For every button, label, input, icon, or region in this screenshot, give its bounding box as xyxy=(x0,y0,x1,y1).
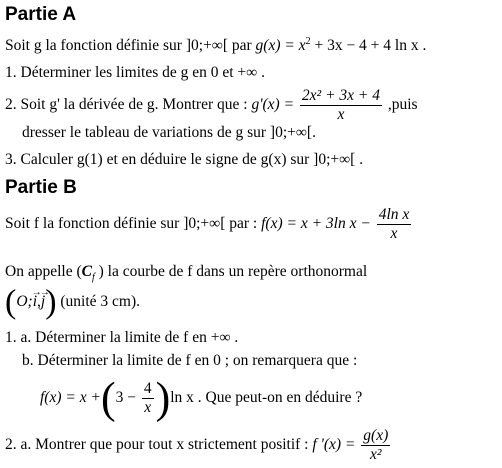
partie-b-heading: Partie B xyxy=(5,177,77,198)
question-a2-text: 2. Soit g' la dérivée de g. Montrer que : xyxy=(5,96,248,113)
g-definition-rhs: + 3x − 4 + 4 ln x . xyxy=(314,37,427,54)
f-rewrite-after: ln x . Que peut-on en déduire ? xyxy=(170,389,363,406)
vector-separator: , xyxy=(37,293,41,310)
big-paren-left: ( xyxy=(100,373,116,423)
f-rewrite-fraction xyxy=(142,380,154,417)
paren-left: ( xyxy=(5,283,17,321)
f-definition-numerator: 4ln x xyxy=(378,205,410,223)
repere-text: On appelle ( xyxy=(5,263,82,280)
vector-j: → j xyxy=(41,287,45,317)
partie-a-intro xyxy=(5,36,426,56)
intro-interval: ]0;+∞[ xyxy=(185,37,228,54)
g-definition-eq: = x xyxy=(284,37,306,54)
g-definition-lhs: g(x) xyxy=(255,37,281,54)
question-b2a-text: 2. a. Montrer que pour tout x strictement positif : xyxy=(5,436,309,453)
b-intro-interval: ]0;+∞[ xyxy=(183,215,226,232)
b-intro-par: par : xyxy=(229,215,258,232)
f-definition-lhs: f(x) = x + 3ln x − xyxy=(261,215,371,232)
question-a1: 1. Déterminer les limites de g en 0 et +∞ . xyxy=(5,64,265,81)
gprime-lhs: g'(x) = xyxy=(251,96,295,113)
f-rewrite-numerator: 4 xyxy=(143,379,152,397)
gprime-denominator: x xyxy=(337,105,345,123)
f-rewrite-denominator: x xyxy=(144,398,152,416)
fprime-fraction xyxy=(361,427,390,464)
question-a2 xyxy=(5,86,418,124)
origin-label: O; xyxy=(16,293,33,310)
fprime-denominator: x² xyxy=(369,445,382,463)
gprime-fraction xyxy=(300,87,382,124)
gprime-numerator: 2x² + 3x + 4 xyxy=(301,86,380,104)
question-a2-after: ,puis xyxy=(387,96,418,113)
f-definition-fraction xyxy=(377,206,412,243)
question-b1b: b. Déterminer la limite de f en 0 ; on remarquera que : xyxy=(22,352,358,369)
f-rewrite-lhs: f(x) = x + xyxy=(40,389,101,406)
repere-line-2 xyxy=(5,283,141,321)
repere-line-1 xyxy=(5,262,367,282)
fprime-lhs: f '(x) = xyxy=(312,436,356,453)
f-definition-denominator: x xyxy=(390,224,398,242)
partie-b-intro xyxy=(5,202,413,246)
repere-rest: ) la courbe de f dans un repère orthonormal xyxy=(98,263,368,280)
question-a2-continuation: dresser le tableau de variations de g sur ]0;+∞[. xyxy=(22,124,316,141)
curve-subscript: f xyxy=(91,272,95,284)
g-definition-exponent: 2 xyxy=(305,35,311,47)
partie-a-heading: Partie A xyxy=(5,4,77,25)
question-b2a xyxy=(5,425,392,465)
f-rewrite-three: 3 − xyxy=(115,389,136,406)
unit-label: (unité 3 cm). xyxy=(60,293,141,310)
question-a3: 3. Calculer g(1) et en déduire le signe de g(x) sur ]0;+∞[ . xyxy=(5,151,364,168)
paren-right: ) xyxy=(45,283,57,321)
question-b1b-formula xyxy=(40,373,362,423)
big-paren-right: ) xyxy=(155,373,171,423)
curve-name: C xyxy=(81,263,92,280)
b-intro-text: Soit f la fonction définie sur xyxy=(5,215,180,232)
intro-par: par xyxy=(231,37,252,54)
intro-text: Soit g la fonction définie sur xyxy=(5,37,182,54)
fprime-numerator: g(x) xyxy=(363,426,389,444)
question-b1a: 1. a. Déterminer la limite de f en +∞ . xyxy=(5,329,239,346)
vector-i: → i xyxy=(33,287,37,317)
